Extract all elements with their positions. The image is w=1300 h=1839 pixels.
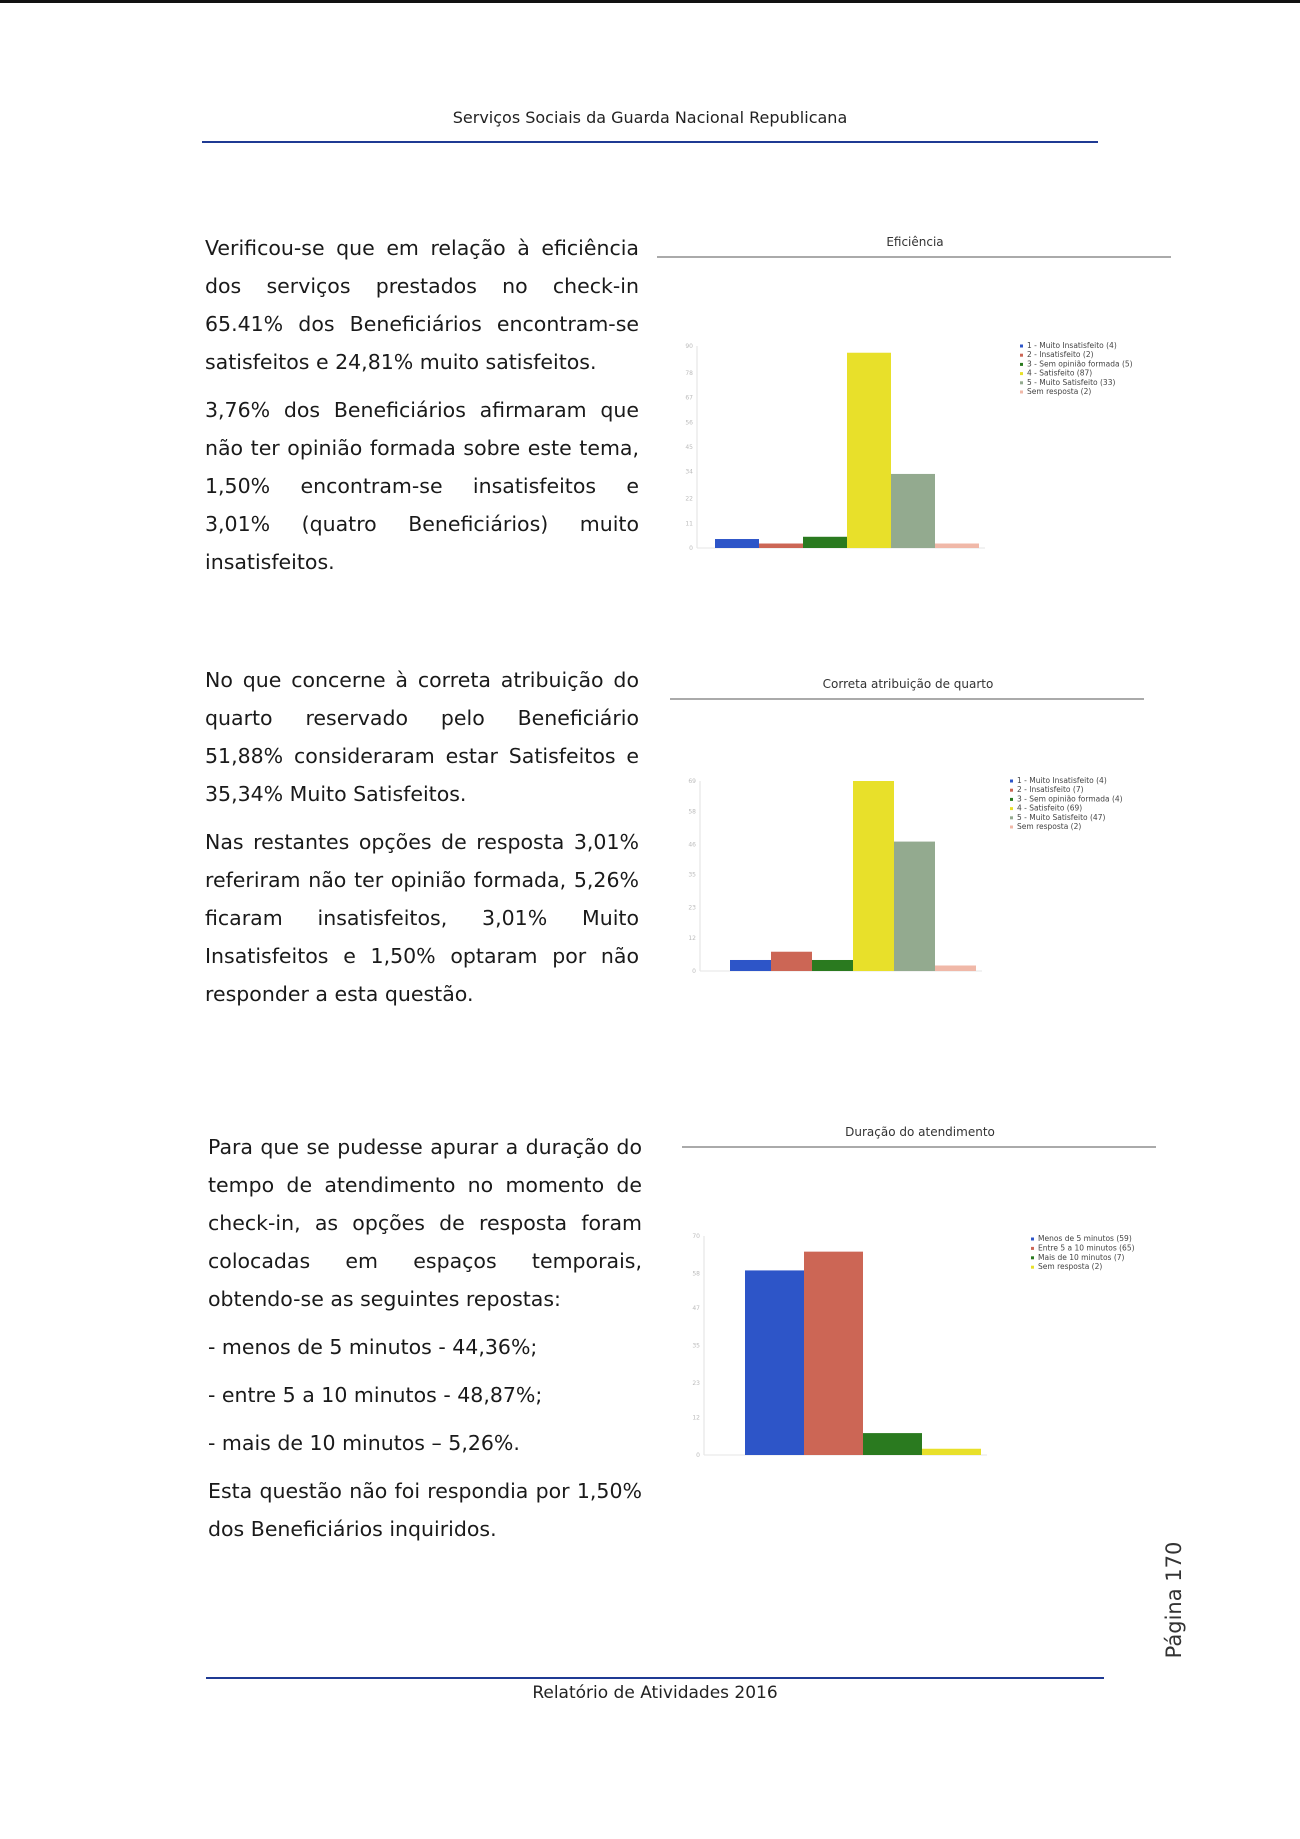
bar-4 [891,474,935,548]
legend-label: 4 - Satisfeito (87) [1027,368,1093,378]
y-tick-label: 0 [689,545,693,552]
legend-swatch [1010,780,1013,783]
page-header: Serviços Sociais da Guarda Nacional Republicana [452,108,848,127]
legend-label: 1 - Muito Insatisfeito (4) [1017,776,1107,785]
y-tick-label: 0 [696,1452,700,1459]
page-top-edge [0,0,1300,3]
bar-3 [847,353,891,548]
paragraph: Esta questão não foi respondia por 1,50% dos Beneficiários inquiridos. [208,1479,642,1541]
legend-label: Sem resposta (2) [1017,822,1082,831]
y-tick-label: 23 [688,904,696,912]
y-tick-label: 56 [685,419,693,427]
y-tick-label: 67 [685,394,693,402]
bar-2 [803,537,847,548]
y-tick-label: 11 [685,520,693,528]
chart-svg [680,1116,1160,1466]
paragraph: Para que se pudesse apurar a duração do tempo de atendimento no momento de check-in, as opções de resposta foram colocadas em espaços temporais, obtendo-se as seguintes repostas: [208,1135,642,1311]
y-tick-label: 22 [685,495,693,503]
y-tick-label: 46 [688,841,696,849]
y-tick-label: 90 [685,343,693,350]
legend-label: Menos de 5 minutos (59) [1038,1234,1132,1243]
legend-label: Sem resposta (2) [1027,387,1092,396]
y-tick-label: 58 [692,1270,700,1278]
bar-3 [853,781,894,971]
chart-correta-atribuicao-quarto [668,671,1148,981]
section-duration-text [208,1128,642,1558]
bar-1 [771,952,812,971]
page-number-label: Página 170 [1162,1541,1186,1659]
legend-label: 4 - Satisfeito (69) [1017,803,1083,813]
legend-swatch [1020,381,1023,384]
chart-eficiencia [655,228,1175,558]
y-tick-label: 35 [692,1342,700,1350]
legend-label: 5 - Muito Satisfeito (33) [1027,377,1116,387]
legend-swatch [1020,354,1023,357]
legend-swatch [1031,1238,1034,1241]
chart-title: Duração do atendimento [845,1125,995,1139]
legend-swatch [1010,798,1013,801]
paragraph: No que concerne à correta atribuição do quarto reservado pelo Beneficiário 51,88% consideraram estar Satisfeitos e 35,34% Muito Satisfeitos. [205,668,639,806]
y-tick-label: 34 [685,468,693,476]
legend-label: 2 - Insatisfeito (7) [1017,785,1084,795]
legend-swatch [1031,1266,1034,1269]
bar-2 [863,1433,922,1455]
legend-swatch [1031,1256,1034,1259]
y-tick-label: 45 [685,444,693,451]
bar-2 [812,960,853,971]
legend-swatch [1031,1247,1034,1250]
y-tick-label: 69 [688,778,696,785]
page-footer: Relatório de Atividades 2016 [532,1683,778,1703]
section-room-assignment-text [205,661,639,1023]
legend-label: 3 - Sem opinião formada (5) [1027,359,1133,369]
paragraph: - mais de 10 minutos – 5,26%. [208,1431,520,1455]
legend-swatch [1010,826,1013,829]
section-efficiency-text [205,229,639,591]
paragraph: Nas restantes opções de resposta 3,01% referiram não ter opinião formada, 5,26% ficaram insatisfeitos, 3,01% Muito Insatisfeitos e 1,50% optaram por não responder a esta questão. [205,830,639,1006]
legend-swatch [1010,807,1013,810]
legend-label: 5 - Muito Satisfeito (47) [1017,812,1106,822]
header-rule [202,141,1098,143]
bar-0 [730,960,771,971]
chart-title: Correta atribuição de quarto [822,677,994,691]
legend-label: Mais de 10 minutos (7) [1038,1252,1125,1262]
chart-svg [655,228,1175,558]
bar-5 [935,965,976,971]
legend-swatch [1020,391,1023,394]
legend-label: 1 - Muito Insatisfeito (4) [1027,341,1117,350]
y-tick-label: 58 [688,808,696,816]
bar-1 [804,1252,863,1455]
paragraph: - entre 5 a 10 minutos - 48,87%; [208,1383,543,1407]
chart-duracao-atendimento [680,1116,1160,1466]
y-tick-label: 12 [692,1414,700,1422]
legend-swatch [1020,345,1023,348]
paragraph: Verificou-se que em relação à eficiência dos serviços prestados no check-in 65.41% dos Beneficiários encontram-se satisfeitos e 24,81% muito satisfeitos. [205,236,639,374]
legend-swatch [1020,372,1023,375]
y-tick-label: 35 [688,871,696,879]
y-tick-label: 47 [692,1304,700,1312]
bar-5 [935,544,979,548]
y-tick-label: 78 [685,369,693,377]
bar-0 [745,1270,804,1455]
bar-0 [715,539,759,548]
chart-svg [668,671,1148,981]
legend-label: Sem resposta (2) [1038,1262,1103,1272]
legend-swatch [1010,816,1013,819]
y-tick-label: 0 [692,968,696,975]
legend-label: Entre 5 a 10 minutos (65) [1038,1243,1135,1253]
legend-label: 2 - Insatisfeito (2) [1027,350,1094,360]
footer-rule [206,1677,1104,1679]
page-number [1162,1540,1186,1660]
bar-3 [922,1449,981,1455]
y-tick-label: 23 [692,1380,700,1388]
paragraph: 3,76% dos Beneficiários afirmaram que não ter opinião formada sobre este tema, 1,50% encontram-se insatisfeitos e 3,01% (quatro Beneficiários) muito insatisfeitos. [205,398,639,574]
legend-swatch [1010,789,1013,792]
legend-label: 3 - Sem opinião formada (4) [1017,794,1123,804]
bar-4 [894,842,935,971]
y-tick-label: 70 [692,1233,700,1240]
paragraph: - menos de 5 minutos - 44,36%; [208,1335,538,1359]
chart-title: Eficiência [886,235,944,249]
bar-1 [759,544,803,548]
legend-swatch [1020,363,1023,366]
y-tick-label: 12 [688,934,696,942]
